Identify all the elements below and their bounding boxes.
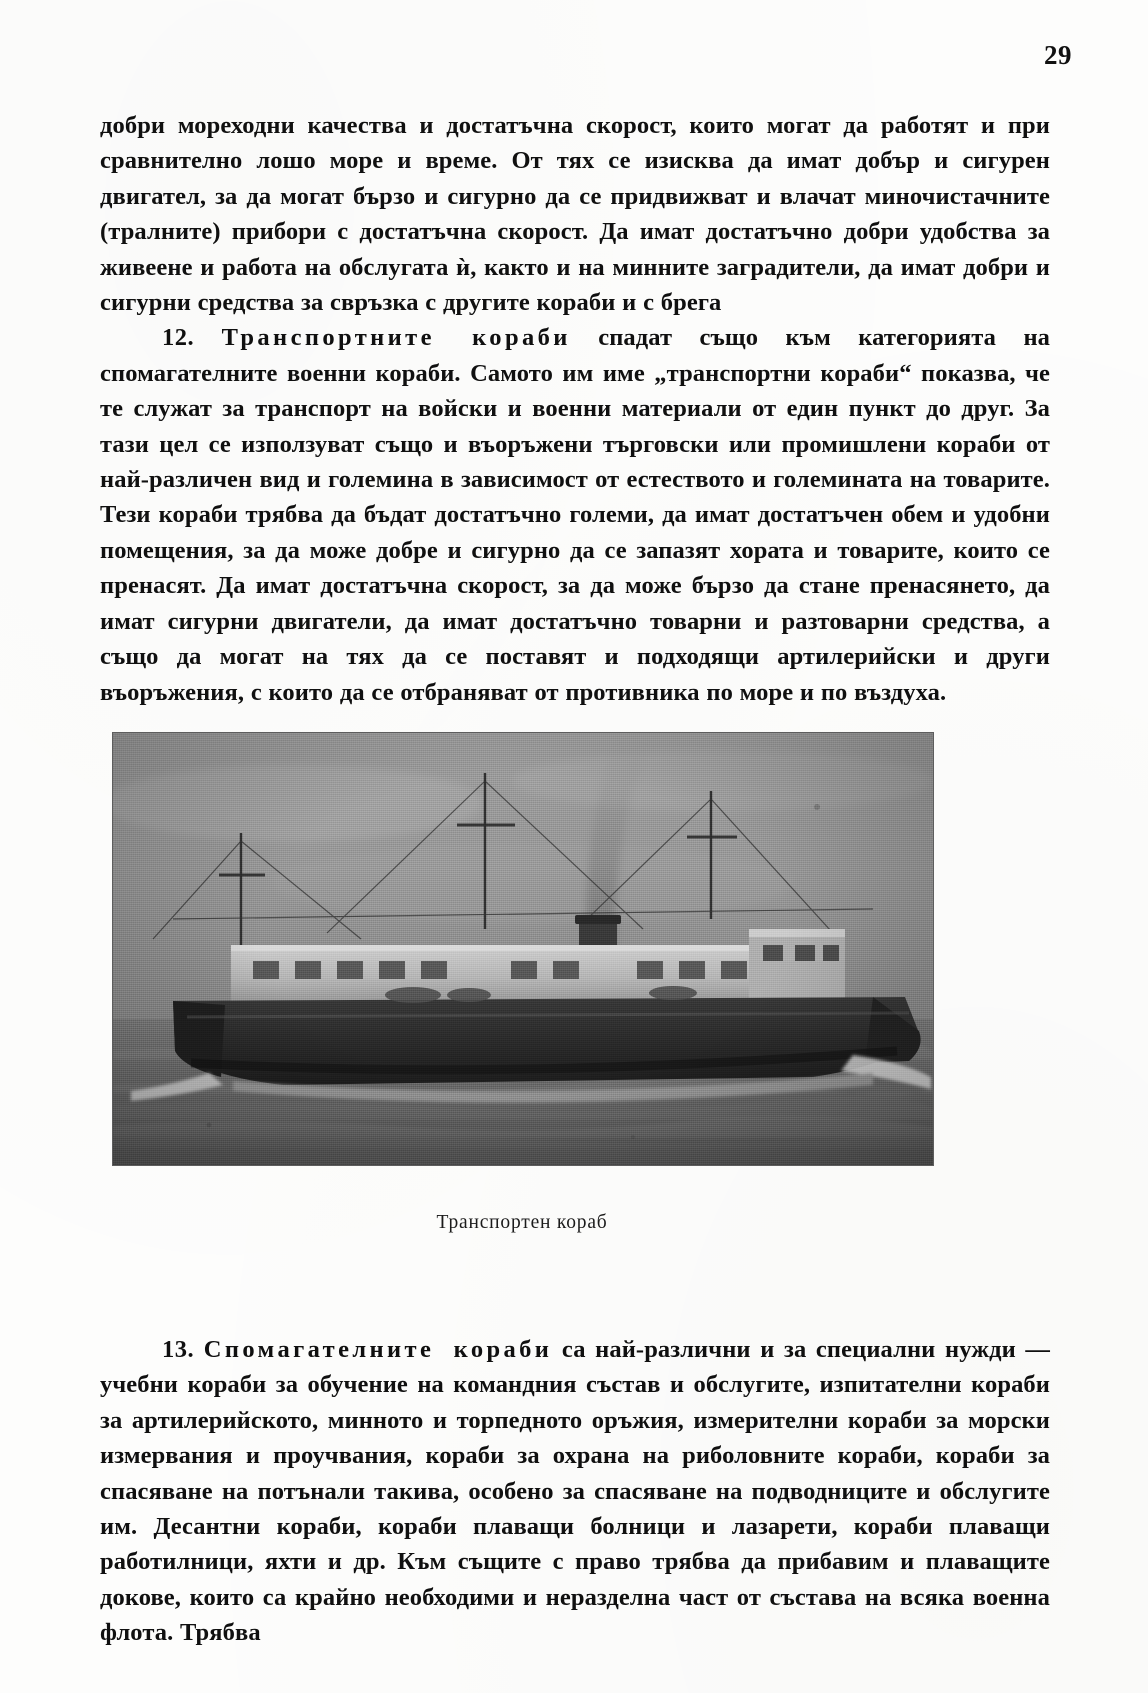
paragraph-section-12-text: спадат също към категорията на спомагателните военни кораби. Самото им име „транспортни кораби“ показва, че те служат за транспорт на войски и военни материали от един пункт до друг. За тази цел се използуват също и въоръжени търговски или промишлени кораби от най-различен вид и големина в зависимост от естеството и големината на товарите. Тези кораби трябва да бъдат достатъчно големи, да имат достатъчен обем и удобни помещения, за да може добре и сигурно да се запазят хората и товарите, които се пренасят. Да имат достатъчна скорост, за да може бързо да стане пренасянето, да имат сигурни двигатели, да имат достатъчно товарни и разтоварни средства, а също да могат на тях да се поставят и подходящи артилерийски и други въоръжения, с които да се отбраняват от противника по море и по въздуха. [100,324,1051,706]
paragraph-section-12 [100,320,1050,709]
text-block-lower [100,1332,1050,1651]
page-number: 29 [1044,40,1072,70]
text-block-upper [100,108,1050,710]
paragraph-section-13-text: са най-различни и за специални нужди — учебни кораби за обучение на командния състав и обслугите, изпитателни кораби за артилерийското, минното и торпедното оръжия, измерителни кораби за морски измервания и проучвания, кораби за охрана на риболовните кораби, кораби за спасяване на потънали такива, особено за спасяване на подводниците и обслугите им. Десантни кораби, кораби плаващи болници и лазарети, кораби плаващи работилници, яхти и др. Към същите с право трябва да прибавим и плаващите докове, които са крайно необходими и неразделна част от състава на всяка военна флота. Трябва [100,1336,1050,1647]
ship-photo-illustration [113,733,933,1165]
photograph-frame [112,732,934,1166]
section-heading-13: Спомагателните кораби [203,1336,553,1363]
figure-caption: Транспортен кораб [436,1212,608,1233]
section-number-12: 12. [162,324,195,352]
section-number-13: 13. [162,1336,195,1363]
paragraph-section-13 [100,1332,1050,1651]
figure-transport-ship [112,732,932,1234]
section-heading-12: Транспортните кораби [221,324,571,352]
paragraph-continued-text: добри мореходни качества и достатъчна скорост, които могат да работят и при сравнително лошо море и време. От тях се изисква да имат добър и сигурен двигател, за да могат бързо и сигурно да се придвижват и влачат миночистачните (тралните) прибори с достатъчна скорост. Да имат достатъчно добри удобства за живеене и работа на обслугата ѝ, както и на минните заградители, да имат добри и сигурни средства за свръзка с другите кораби и с брега [100,112,1050,317]
paragraph-continued [100,108,1050,320]
